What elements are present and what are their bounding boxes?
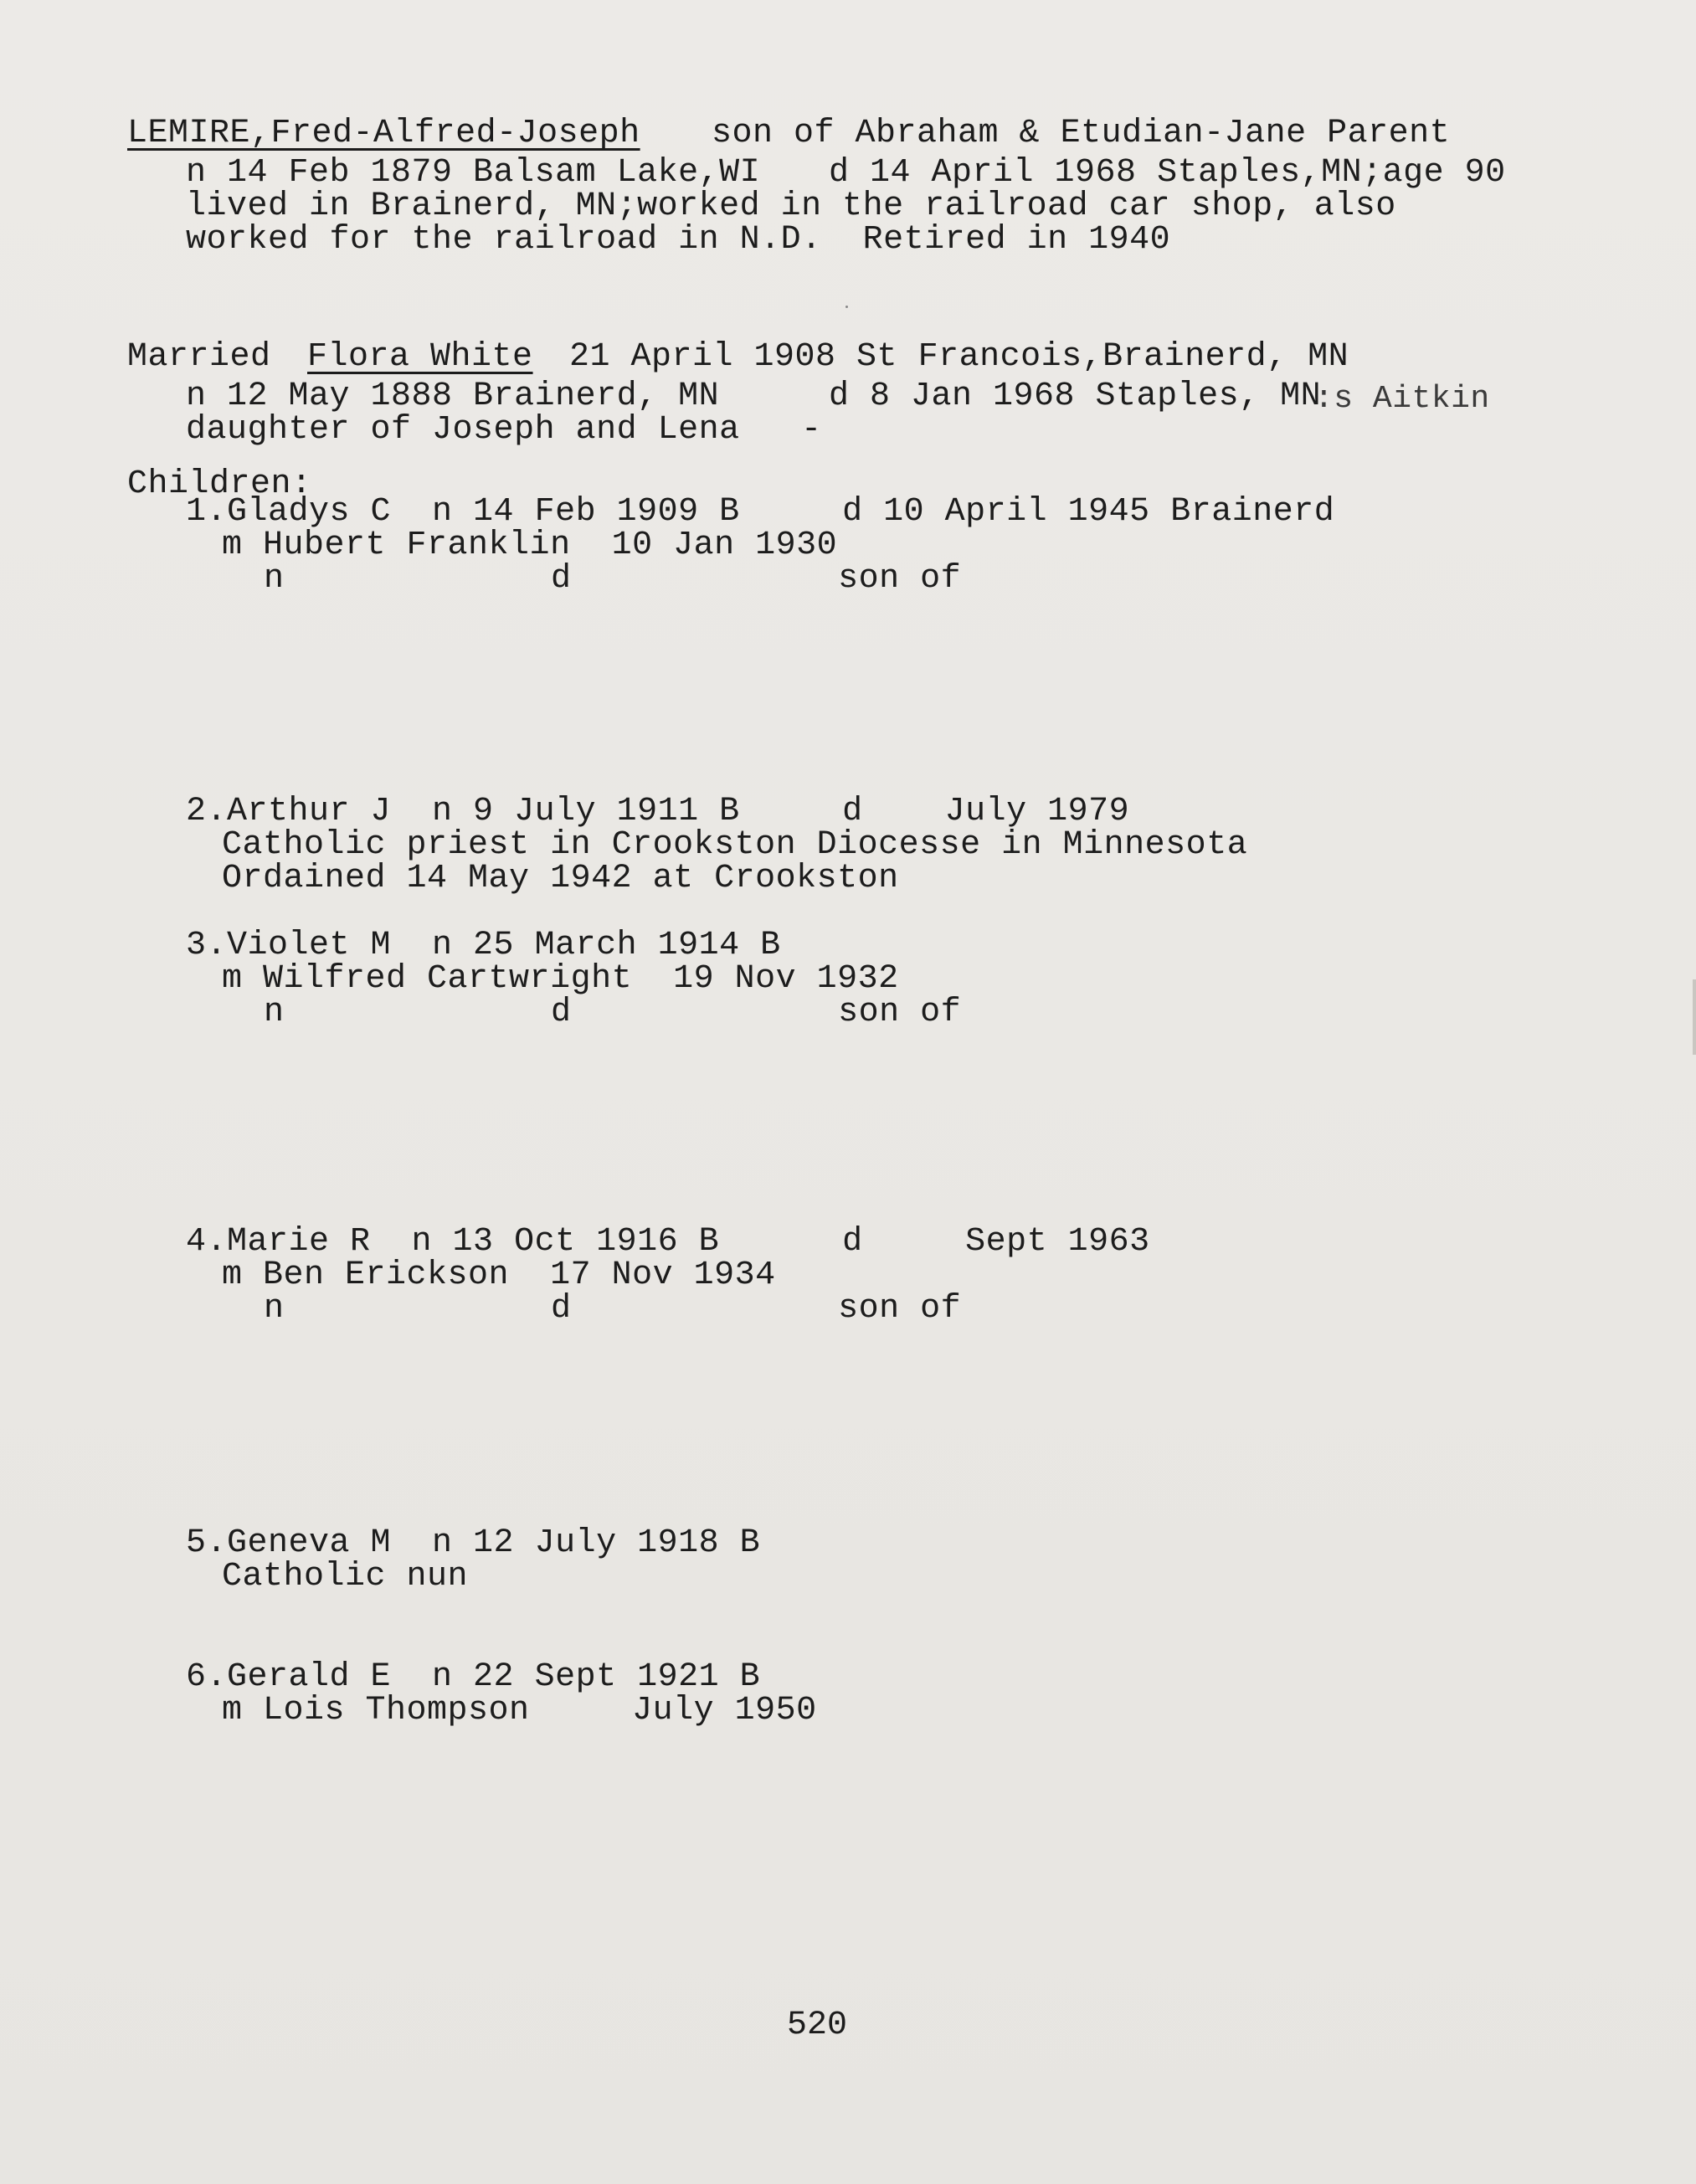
spouse-burial: :s Aitkin <box>1314 381 1490 417</box>
child-4-line-1: 4.Marie R n 13 Oct 1916 B d Sept 1963 <box>186 1223 1150 1261</box>
child-4-line-3: n d son of <box>264 1290 962 1328</box>
child-2-line-3: Ordained 14 May 1942 at Crookston <box>222 860 899 897</box>
subject-bio-line-2: worked for the railroad in N.D. Retired in 1940 <box>186 221 1171 259</box>
children-label: Children: <box>127 465 312 503</box>
child-3-line-2: m Wilfred Cartwright 19 Nov 1932 <box>222 960 899 998</box>
child-4-line-2: m Ben Erickson 17 Nov 1934 <box>222 1256 776 1294</box>
subject-birth: n 14 Feb 1879 Balsam Lake,WI <box>186 154 761 192</box>
spouse-death: d 8 Jan 1968 Staples, MN <box>829 378 1322 415</box>
spouse-parents: daughter of Joseph and Lena - <box>186 411 822 449</box>
header-line <box>127 116 640 152</box>
child-6-line-1: 6.Gerald E n 22 Sept 1921 B <box>186 1658 761 1696</box>
child-5-line-1: 5.Geneva M n 12 July 1918 B <box>186 1524 761 1562</box>
subject-parents: son of Abraham & Etudian-Jane Parent <box>712 115 1451 152</box>
paper-edge-mark <box>1693 979 1696 1055</box>
child-1-line-2: m Hubert Franklin 10 Jan 1930 <box>222 527 838 564</box>
subject-name: LEMIRE,Fred-Alfred-Joseph <box>127 115 640 152</box>
married-label: Married <box>127 338 271 376</box>
child-3-line-1: 3.Violet M n 25 March 1914 B <box>186 927 781 964</box>
child-1-line-3: n d son of <box>264 560 962 598</box>
child-3-line-3: n d son of <box>264 994 962 1031</box>
spouse-name: Flora White <box>307 338 533 376</box>
child-2-line-1: 2.Arthur J n 9 July 1911 B d July 1979 <box>186 793 1130 830</box>
subject-death: d 14 April 1968 Staples,MN;age 90 <box>829 154 1506 192</box>
child-6-line-2: m Lois Thompson July 1950 <box>222 1692 817 1729</box>
marriage-details: 21 April 1908 St Francois,Brainerd, MN <box>569 338 1349 376</box>
child-1-line-1: 1.Gladys C n 14 Feb 1909 B d 10 April 1945 Brainerd <box>186 493 1335 531</box>
paper-speck <box>845 306 848 308</box>
subject-bio-line-1: lived in Brainerd, MN;worked in the railroad car shop, also <box>186 188 1396 225</box>
child-2-line-2: Catholic priest in Crookston Diocesse in Minnesota <box>222 826 1248 864</box>
spouse-birth: n 12 May 1888 Brainerd, MN <box>186 378 720 415</box>
child-5-line-2: Catholic nun <box>222 1558 469 1596</box>
page-number: 520 <box>787 2007 848 2044</box>
spouse-name-wrap <box>307 339 533 376</box>
